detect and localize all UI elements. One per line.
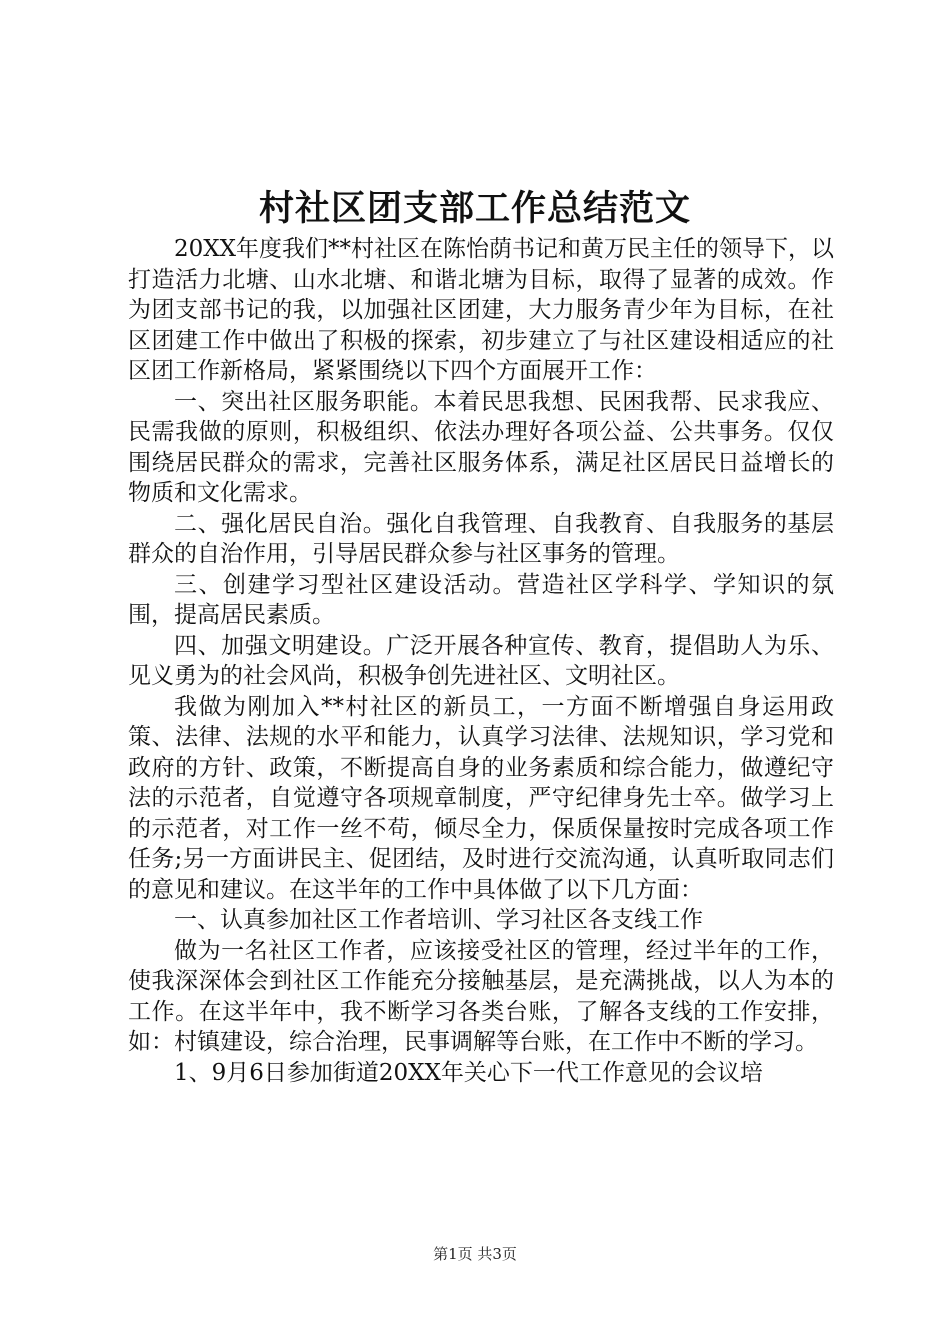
paragraph-intro: 20XX年度我们**村社区在陈怡荫书记和黄万民主任的领导下，以打造活力北塘、山水北塘、和谐北塘为目标，取得了显著的成效。作为团支部书记的我，以加强社区团建，大力服务青少年为目标，在社区团建工作中做出了积极的探索，初步建立了与社区建设相适应的社区团工作新格局，紧紧围绕以下四个方面展开工作： (128, 236, 835, 384)
page-title: 村社区团支部工作总结范文 (258, 188, 691, 229)
paragraph-service-function: 一、突出社区服务职能。本着民思我想、民困我帮、民求我应、民需我做的原则，积极组织、依法办理好各项公益、公共事务。仅仅围绕居民群众的需求，完善社区服务体系，满足社区居民日益增长的物质和文化需求。 (128, 388, 834, 506)
page-footer: 第1页 共3页 (433, 1245, 517, 1263)
paragraph-meeting-item: 1、9月6日参加街道20XX年关心下一代工作意见的会议培 (174, 1059, 763, 1086)
paragraph-community-worker: 做为一名社区工作者，应该接受社区的管理，经过半年的工作，使我深深体会到社区工作能充分接触基层，是充满挑战，以人为本的工作。在这半年中，我不断学习各类台账，了解各支线的工作安排，如：村镇建设，综合治理，民事调解等台账，在工作中不断的学习。 (128, 937, 834, 1055)
document-body (128, 234, 834, 1088)
paragraph-training-heading: 一、认真参加社区工作者培训、学习社区各支线工作 (174, 907, 703, 933)
paragraph-resident-autonomy: 二、强化居民自治。强化自我管理、自我教育、自我服务的基层群众的自治作用，引导居民群众参与社区事务的管理。 (128, 510, 834, 567)
paragraph-civilization-building: 四、加强文明建设。广泛开展各种宣传、教育，提倡助人为乐、见义勇为的社会风尚，积极争创先进社区、文明社区。 (128, 632, 834, 689)
paragraph-learning-community: 三、创建学习型社区建设活动。营造社区学科学、学知识的氛围，提高居民素质。 (128, 571, 834, 628)
paragraph-new-staff: 我做为刚加入**村社区的新员工，一方面不断增强自身运用政策、法律、法规的水平和能力，认真学习法律、法规知识，学习党和政府的方针、政策，不断提高自身的业务素质和综合能力，做遵纪守法的示范者，自觉遵守各项规章制度，严守纪律身先士卒。做学习上的示范者，对工作一丝不苟，倾尽全力，保质保量按时完成各项工作任务;另一方面讲民主、促团结，及时进行交流沟通，认真听取同志们的意见和建议。在这半年的工作中具体做了以下几方面： (128, 693, 834, 903)
